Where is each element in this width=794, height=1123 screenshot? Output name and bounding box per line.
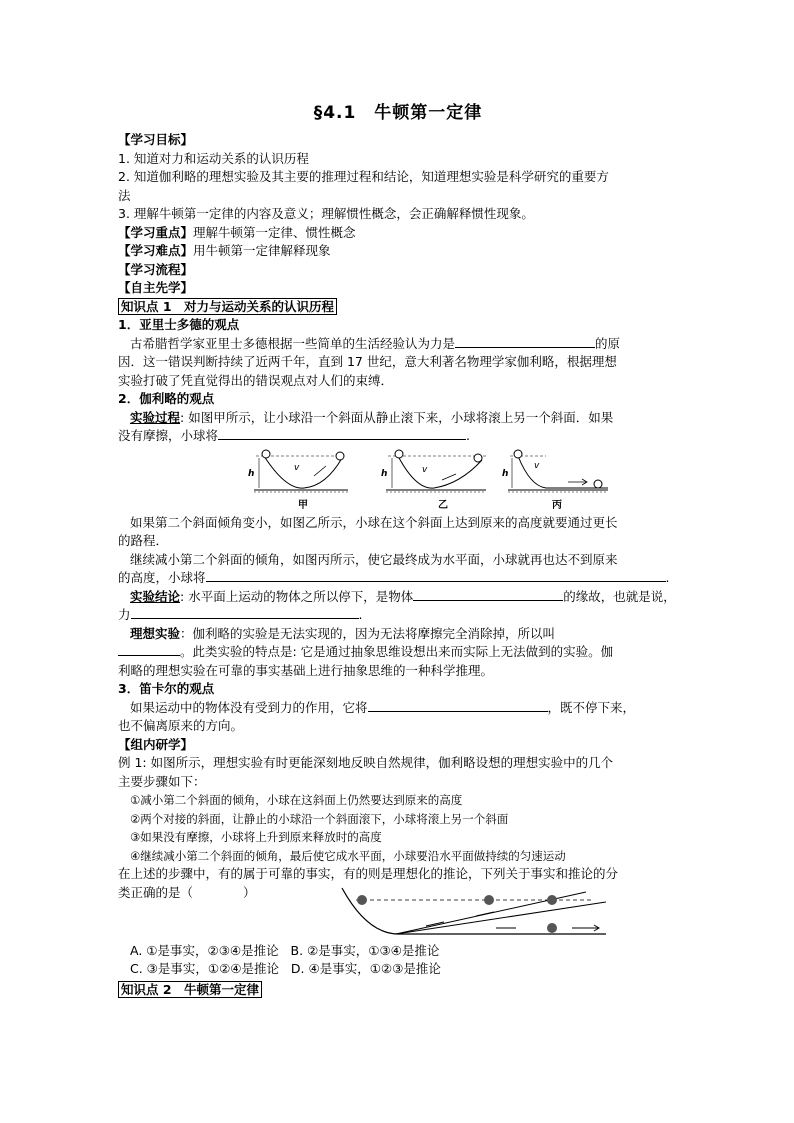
ideal-label: 理想实验 [130,625,181,641]
question-text-b: 类正确的是（ ） [118,884,256,900]
difficulty-label: 【学习难点】 [118,243,194,258]
ball [395,450,403,458]
descartes-text-c: 也不偏离原来的方向。 [118,718,244,733]
galileo-para-3: 继续减小第二个斜面的倾角，如图丙所示，使它最终成为水平面，小球就再也达不到原来 [130,551,618,567]
answer-blank[interactable] [206,569,666,582]
step-4: ④继续减小第二个斜面的倾角，最后使它成水平面，小球要沿水平面做持续的匀速运动 [130,848,566,863]
step-1: ①减小第二个斜面的倾角，小球在这斜面上仍然要达到原来的高度 [130,793,463,807]
key-text: 理解牛顿第一定律、惯性概念 [193,224,356,240]
ball [547,895,557,905]
ideal-experiment [118,625,678,644]
goal-1: 1. 知道对力和运动关系的认识历程 [118,150,309,166]
descartes-title: 3．笛卡尔的观点 [118,681,215,696]
galileo-para-2b: 的路程． [118,533,169,548]
options-row-1 [118,942,678,961]
conclusion [118,588,678,607]
ball [514,450,522,458]
v-arrow [314,466,326,476]
knowledge-point-2-heading: 知识点 2 牛顿第一定律 [118,981,262,998]
question-text: 在上述的步骤中，有的属于可靠的事实，有的则是理想化的推论，下列关于事实和推论的分 [118,866,619,881]
figure-bing [502,450,608,511]
option-d[interactable]: D. ④是事实，①②③是推论 [290,961,441,976]
track [398,456,482,488]
descartes-text-b: ，既不停下来， [547,699,636,715]
self-study-heading: 【自主先学】 [118,280,194,295]
option-a[interactable]: A. ①是事实，②③④是推论 [130,942,279,958]
goal-2: 2. 知道伽利略的理想实验及其主要的推理过程和结论，知道理想实验是科学研究的重要方 [118,169,609,184]
conclusion-label: 实验结论 [130,588,181,604]
ball [594,480,602,488]
experiment-process [118,409,678,428]
answer-blank[interactable] [455,335,595,348]
example-1: 例 1: 如图所示，理想实验有时更能深刻地反映自然规律，伽利略设想的理想实验中的几个 [118,755,614,770]
figure-label: 乙 [438,499,448,511]
figure-jia [248,450,348,511]
incline-figures [246,448,686,512]
answer-blank[interactable] [131,606,359,619]
step-3: ③如果没有摩擦，小球将上升到原来释放时的高度 [130,830,382,844]
aristotle-text-b: 的原 [595,335,621,351]
figure-label: 甲 [298,499,308,511]
track [342,888,606,934]
process-text-b: 没有摩擦，小球将 [118,428,219,443]
difficulty-text: 用牛顿第一定律解释现象 [193,243,331,258]
worksheet-page [118,98,678,999]
galileo-title: 2．伽利略的观点 [118,391,215,406]
aristotle-text-d: 实验打破了凭直觉得出的错误观点对人们的束缚． [118,372,394,388]
conclusion-text-a: : 水平面上运动的物体之所以停下，是物体 [180,588,414,604]
question-row [118,884,678,942]
options-row-2 [118,960,678,979]
process-line-2 [118,427,678,446]
para-3-end: . [665,570,670,585]
aristotle-title: 1．亚里士多德的观点 [118,317,240,332]
answer-blank[interactable] [413,588,563,601]
conclusion-text-d: . [358,607,363,622]
key-point [118,224,678,243]
ball [484,895,494,905]
incline-2 [396,902,606,934]
goals-heading: 【学习目标】 [118,132,194,147]
para-3-text: 的高度，小球将 [118,570,206,585]
ideal-experiment-figure [336,882,606,940]
aristotle-text-c: 因．这一错误判断持续了近两千年，直到 17 世纪，意大利著名物理学家伽利略，根据理想 [118,354,617,369]
flow-heading: 【学习流程】 [118,261,194,277]
h-label: h [502,468,509,479]
goal-3: 3. 理解牛顿第一定律的内容及意义；理解惯性概念，会正确解释惯性现象。 [118,206,534,221]
ideal-line-3: 利略的理想实验在可靠的事实基础上进行抽象思维的一种科学推理。 [118,662,494,678]
answer-blank[interactable] [368,699,548,712]
key-label: 【学习重点】 [118,224,194,240]
v-label: v [294,462,300,473]
v-arrow [442,474,456,480]
group-study-heading: 【组内研学】 [118,736,194,752]
conclusion-text-c: 力 [118,607,131,622]
figure-yi [381,450,486,511]
aristotle-text-a: 古希腊哲学家亚里士多德根据一些简单的生活经验认为力是 [130,335,456,351]
galileo-para-3b [118,569,678,588]
track [264,456,342,488]
descartes-para [118,699,678,718]
ball [336,452,344,460]
ideal-line-2 [118,643,678,662]
knowledge-point-1-heading: 知识点 1 对力与运动关系的认识历程 [118,298,337,315]
motion-arrow [476,912,494,916]
conclusion-text-b: 的缘故，也就是说， [563,588,676,604]
option-b[interactable]: B. ②是事实，①③④是推论 [290,942,440,958]
v-label: v [422,464,428,475]
page-title: §4.1 牛顿第一定律 [313,103,483,123]
goal-2-cont: 法 [118,187,131,203]
figure-label: 丙 [552,499,562,511]
ball [357,895,367,905]
conclusion-line-2 [118,606,678,625]
ideal-text-a: ：伽利略的实验是无法实现的，因为无法将摩擦完全消除掉，所以叫 [180,625,556,641]
ball [474,454,482,462]
process-text-c: . [466,428,470,443]
process-label: 实验过程 [130,409,181,425]
aristotle-para [118,335,678,354]
ball [262,450,270,458]
answer-blank[interactable] [218,427,466,440]
process-text-a: : 如图甲所示，让小球沿一个斜面从静止滚下来，小球将滚上另一个斜面．如果 [180,409,614,425]
difficulty [118,242,678,261]
answer-blank[interactable] [118,643,180,656]
option-c[interactable]: C. ③是事实，①②④是推论 [130,961,279,976]
h-label: h [381,468,388,479]
ball [547,923,557,933]
example-1-cont: 主要步骤如下： [118,773,206,789]
galileo-para-2: 如果第二个斜面倾角变小，如图乙所示，小球在这个斜面上达到原来的高度就要通过更长 [130,514,618,530]
v-label: v [534,460,540,471]
h-label: h [248,468,255,479]
ideal-text-b: 。此类实验的特点是: 它是通过抽象思维设想出来而实际上无法做到的实验。伽 [180,644,614,659]
step-2: ②两个对接的斜面，让静止的小球沿一个斜面滚下，小球将滚上另一个斜面 [130,811,509,826]
descartes-text-a: 如果运动中的物体没有受到力的作用，它将 [130,699,368,715]
